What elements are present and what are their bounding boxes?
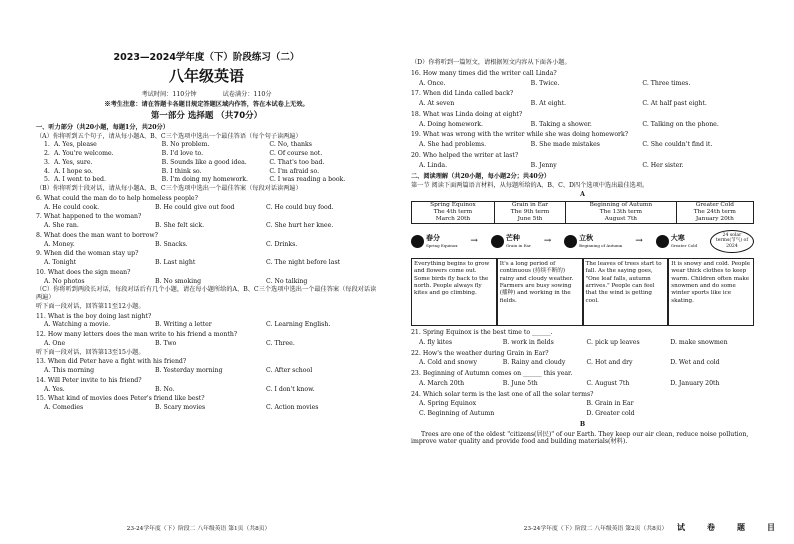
question-options: A. fly kites B. work in fields C. pick up leaves D. make snowmen [419, 338, 728, 346]
solar-term-descriptions [411, 258, 754, 326]
option-c: C. No, thanks [269, 141, 312, 149]
reading-section-title: 二、阅读理解（共20小题，每小题2分；共40分） [411, 173, 551, 181]
conversation2-instruction: 听下面一段对话，回答第13至15小题。 [36, 348, 145, 356]
arrow-right-icon: → [543, 235, 552, 246]
question-stem: 18. What was Linda doing at eight? [411, 110, 523, 118]
question-stem: 19. What was wrong with the writer while she was doing homework? [411, 131, 629, 139]
section-a-instruction: （A）你将听到五个句子，请从每小题A、B、C三个选项中选出一个最佳答语（每个句子读两遍） [36, 132, 302, 140]
arrow-right-icon: → [635, 235, 643, 246]
option-b: B. I'd love to. [161, 150, 204, 157]
question-options: A. No photos B. No smoking C. No talking [44, 277, 308, 285]
section-b-instruction: （B）你将听到十段对话，请从每小题A、B、C三个选项中选出一个最佳答案（每段对话读两遍） [36, 185, 302, 192]
option-a: A. I hope so. [54, 167, 93, 175]
option-b: B. I'm doing my homework. [161, 176, 248, 184]
question-options: A. At seven B. At eight. C. At half past eight. [419, 100, 707, 107]
question-options: A. She ran. B. She felt sick. C. She hurt her knee. [44, 222, 334, 229]
greater-cold-icon: 大寒 Greater Cold [656, 234, 697, 248]
option-c: C. I was reading a book. [269, 176, 346, 184]
exam-title: 2023—2024学年度（下）阶段练习（二） [113, 52, 300, 63]
option-a: A. You're welcome. [54, 150, 114, 157]
question-options: A. One B. Two C. Three. [44, 339, 295, 347]
arrow-right-icon: → [470, 235, 478, 246]
part1-title: 第一部分 选择题 （共70分） [150, 111, 263, 122]
question-options: A. Once. B. Twice. C. Three times. [419, 79, 691, 87]
question-stem: 10. What does the sign mean? [36, 268, 131, 276]
question-stem: 13. When did Peter have a fight with his friend? [36, 358, 187, 366]
option-a: A. Yes, sure. [54, 158, 93, 166]
passage-b-text: Trees are one of the oldest "citizens(居民)" of our Earth. They keep our air clean, reduce noise pollution, improve water quality and provide food and building materials(材料). [411, 430, 749, 446]
question-options: C. Beginning of Autumn D. Greater cold [419, 410, 635, 418]
grain-in-ear-icon: 芒种 Grain in Ear [491, 234, 531, 248]
qB-group [36, 195, 377, 286]
desc-grain-in-ear: It's a long period of continuous (持续不断的) rainy and cloudy weather. Farmers are busy sowing (播种) and working in the fields. [497, 258, 583, 326]
question-row: 1. A. Yes, please B. No problem. C. No, thanks [44, 141, 377, 149]
question-row: 3. A. Yes, sure. B. Sounds like a good idea. C. That's too bad. [44, 159, 377, 167]
section-d-instruction: （D）你将听到一篇短文，请根据短文内容从下面各小题。 [411, 59, 571, 66]
term-cell: Spring Equinox The 4th term March 20th [412, 201, 495, 224]
option-b: B. Sounds like a good idea. [161, 158, 247, 166]
reading-instruction: 第一节 阅读下面两篇语言材料，从每题所给的A、B、C、D四个选项中选出最佳选项。 [411, 182, 649, 189]
conversation1-instruction: 听下面一段对话，回答第11至12小题。 [36, 302, 145, 310]
question-options: A. This morning B. Yesterday morning C. After school [44, 367, 313, 374]
section-c-instruction: （C）你将听到两段长对话，每段对话后有几个小题，请在每小题所给的A、B、C三个选项中选出一个最佳答案（每段对话读两遍） [36, 286, 377, 301]
full-score: 试卷满分：110分 [222, 90, 272, 98]
beginning-of-autumn-icon: 立秋 Beginning of Autumn [564, 234, 622, 248]
corner-stamp: 试 卷 题 目 [677, 523, 775, 532]
question-row: 5. A. I went to bed. B. I'm doing my homework. C. I was reading a book. [44, 176, 377, 184]
question-stem: 15. What kind of movies does Peter's friend like best? [36, 395, 205, 403]
option-b: B. No problem. [161, 141, 210, 149]
question-options: A. March 20th B. June 5th C. August 7th D. January 20th [419, 379, 720, 387]
right-page [397, 0, 794, 544]
question-options: A. Tonight B. Last night C. The night before last [44, 259, 341, 266]
option-a: A. I went to bed. [54, 176, 106, 184]
question-stem: 11. What is the boy doing last night? [36, 312, 152, 320]
desc-beginning-of-autumn: The leaves of trees start to fall. As the saying goes, "One leaf falls, autumn arrives." People can feel that the wind is getting cool. [583, 258, 669, 326]
qD-group [411, 70, 754, 170]
question-stem: 21. Spring Equinox is the best time to ______. [411, 329, 553, 337]
spring-equinox-icon: 春分 Spring Equinox [411, 234, 457, 248]
q21-24-group [411, 329, 754, 418]
option-c: C. I'm afraid so. [269, 167, 320, 175]
exam-info [36, 91, 377, 99]
question-stem: 23. Beginning of Autumn comes on ______ this year. [411, 370, 573, 378]
question-options: A. Yes. B. No. C. I don't know. [44, 385, 315, 393]
question-stem: 8. What does the man want to borrow? [36, 231, 159, 239]
option-a: A. Yes, please [54, 141, 97, 149]
question-options: A. He could cook. B. He could give out food C. He could buy food. [44, 203, 334, 211]
qA-group [36, 141, 377, 184]
option-c: C. That's too bad. [269, 158, 325, 166]
question-stem: 6. What could the man do to help homeless people? [36, 194, 198, 202]
question-options: A. Spring Equinox B. Grain in Ear [419, 400, 634, 408]
option-b: B. I think so. [161, 167, 202, 175]
solar-terms-oval: 24 solar terms(节气) of 2024 [710, 230, 754, 253]
solar-term-icons [411, 228, 754, 254]
question-row: 4. A. I hope so. B. I think so. C. I'm afraid so. [44, 168, 377, 176]
term-cell: Beginning of Autumn The 13th term August 7th [566, 201, 677, 224]
question-options: A. Money. B. Snacks. C. Drinks. [44, 240, 298, 248]
question-stem: 7. What happened to the woman? [36, 213, 142, 221]
question-options: A. Doing homework. B. Taking a shower. C. Talking on the phone. [419, 120, 719, 128]
question-options: A. Comedies B. Scary movies C. Action movies [44, 404, 319, 411]
question-row: 2. A. You're welcome. B. I'd love to. C. Of course not. [44, 150, 377, 158]
passage-b-label: B [579, 420, 586, 428]
term-cell: Grain in Ear The 9th term June 5th [494, 201, 565, 224]
question-options: A. Watching a movie. B. Writing a letter C. Learning English. [44, 321, 331, 329]
exam-time: 考试时间：110分钟 [141, 90, 197, 98]
question-stem: 17. When did Linda called back? [411, 90, 514, 98]
question-options: A. Cold and snowy B. Rainy and cloudy C. Hot and dry D. Wet and cold [419, 359, 720, 367]
question-options: A. Linda. B. Jenny C. Her sister. [419, 161, 684, 169]
desc-spring-equinox: Everything begins to grow and flowers come out. Some birds fly back to the north. People always fly kites and go climbing. [411, 258, 497, 326]
question-options: A. She had problems. B. She made mistakes C. She couldn't find it. [419, 141, 713, 148]
question-stem: 20. Who helped the writer at last? [411, 151, 519, 159]
question-stem: 16. How many times did the writer call Linda? [411, 69, 557, 77]
passage-a-label: A [580, 190, 585, 198]
exam-notice: ※考生注意：请在答题卡各题目规定答题区域内作答，答在本试卷上无效。 [104, 101, 309, 109]
question-stem: 12. How many letters does the man write to his friend a month? [36, 331, 238, 338]
question-stem: 24. Which solar term is the last one of all the solar terms? [411, 390, 594, 398]
desc-greater-cold: It is snowy and cold. People wear thick clothes to keep warm. Children often make snowmen and do some winter sports like ice skating. [668, 258, 754, 326]
solar-term-table [411, 201, 754, 225]
right-page-footer: 23-24学年度（下）阶段二 八年级英语 第2页（共8页） [523, 525, 668, 532]
term-cell: Greater Cold The 24th term January 20th [676, 201, 753, 224]
left-page-footer: 23-24学年度（下）阶段二 八年级英语 第1页（共8页） [126, 525, 271, 532]
subject-title: 八年级英语 [168, 66, 244, 85]
question-stem: 14. Will Peter invite to his friend? [36, 376, 142, 384]
question-stem: 9. When did the woman stay up? [36, 250, 139, 258]
question-stem: 22. How's the weather during Grain in Ear? [411, 349, 549, 357]
listening-section-title: 一、听力部分（共20小题，每题1分，共20分） [36, 123, 169, 131]
option-c: C. Of course not. [269, 150, 323, 157]
